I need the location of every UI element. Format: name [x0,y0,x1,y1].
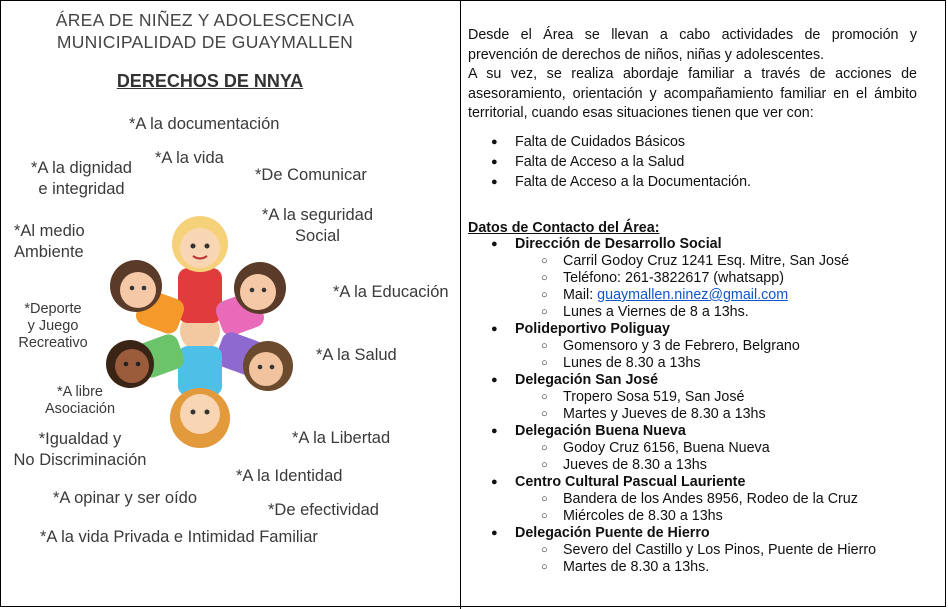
contact-name: Centro Cultural Pascual Lauriente [515,474,746,490]
contact-hours: ○ Lunes de 8.30 a 13hs [541,355,876,372]
right-identidad: *A la Identidad [236,467,343,485]
children-circle-illustration [90,206,310,456]
contacts-heading: Datos de Contacto del Área: [468,220,660,236]
right-deporte-line3: Recreativo [18,335,88,351]
contact-hours: ○ Jueves de 8.30 a 13hs [541,457,876,474]
contact-san-jose [491,372,876,423]
contact-name: Delegación Puente de Hierro [515,525,710,541]
rights-heading: DERECHOS DE NNYA [116,71,304,91]
intro-text [468,26,917,124]
situations-list [491,132,751,192]
contact-puente-de-hierro [491,525,876,576]
right-opinar: *A opinar y ser oído [53,489,198,507]
right-deporte-line2: y Juego [27,318,79,334]
right-igualdad-line1: *Igualdad y [38,430,122,448]
contact-buena-nueva [491,423,876,474]
list-item: ● Falta de Acceso a la Salud [491,152,751,172]
contact-details [515,253,876,321]
contact-centro-cultural [491,474,876,525]
contact-hours: ○ Martes de 8.30 a 13hs. [541,559,876,576]
contact-details [515,389,876,423]
info-panel [461,0,948,609]
mail-link[interactable]: guaymallen.ninez@gmail.com [597,287,789,303]
contacts-list [491,236,876,576]
list-item: ● Falta de Cuidados Básicos [491,132,751,152]
right-dignidad-line1: *A la dignidad [31,159,132,177]
contact-address: ○ Godoy Cruz 6156, Buena Nueva [541,440,876,457]
right-deporte [12,301,94,352]
contact-details [515,491,876,525]
right-vida-privada: *A la vida Privada e Intimidad Familiar [40,528,318,546]
contact-name: Delegación San José [515,372,659,388]
contact-address: ○ Bandera de los Andes 8956, Rodeo de la Cruz [541,491,876,508]
right-igualdad-line2: No Discriminación [13,451,147,469]
contact-name: Dirección de Desarrollo Social [515,236,722,252]
list-item: ● Falta de Acceso a la Documentación. [491,172,751,192]
contact-hours: ○ Lunes a Viernes de 8 a 13hs. [541,304,876,321]
right-salud: *A la Salud [316,346,397,364]
intro-paragraph-1: Desde el Área se llevan a cabo actividades de promoción y prevención de derechos de niños, niñas y adolescentes. [468,27,917,63]
contact-address: ○ Severo del Castillo y Los Pinos, Puente de Hierro [541,542,876,559]
right-medio-line1: *Al medio [14,222,85,240]
contact-mail [541,287,876,304]
right-comunicar: *De Comunicar [255,166,367,184]
contact-poliguay [491,321,876,372]
contact-details [515,338,876,372]
right-documentacion: *A la documentación [129,115,280,133]
contact-hours: ○ Miércoles de 8.30 a 13hs [541,508,876,525]
right-medio-line2: Ambiente [14,243,84,261]
contact-details [515,542,876,576]
contact-address: ○ Carril Godoy Cruz 1241 Esq. Mitre, San José [541,253,876,270]
contact-name: Delegación Buena Nueva [515,423,686,439]
right-dignidad-line2: e integridad [38,180,125,198]
right-asociacion-line1: *A libre [57,384,103,400]
right-asociacion-line2: Asociación [44,401,116,417]
municipality-title: MUNICIPALIDAD DE GUAYMALLEN [56,32,354,52]
right-seguridad-line2: Social [295,227,340,245]
contact-address: ○ Tropero Sosa 519, San José [541,389,876,406]
mail-prefix: Mail: [563,287,598,303]
right-medio-ambiente [14,221,85,263]
rights-panel [0,0,460,609]
contact-name: Polideportivo Poliguay [515,321,670,337]
right-dignidad [24,158,139,200]
right-seguridad-line1: *A la seguridad [262,206,373,224]
intro-paragraph-2: A su vez, se realiza abordaje familiar a través de acciones de asesoramiento, orientación y acompañamiento familiar en el ámbito territorial, cuando esas situaciones tienen que ver con: [468,66,917,121]
area-title: ÁREA DE NIÑEZ Y ADOLESCENCIA [55,10,355,30]
right-vida: *A la vida [155,149,224,167]
contact-address: ○ Gomensoro y 3 de Febrero, Belgrano [541,338,876,355]
contact-desarrollo-social [491,236,876,321]
contact-phone: ○ Teléfono: 261-3822617 (whatsapp) [541,270,876,287]
right-educacion: *A la Educación [333,283,449,301]
contact-details [515,440,876,474]
right-libertad: *A la Libertad [292,429,391,447]
contact-hours: ○ Martes y Jueves de 8.30 a 13hs [541,406,876,423]
right-efectividad: *De efectividad [268,501,379,519]
right-deporte-line1: *Deporte [24,301,82,317]
